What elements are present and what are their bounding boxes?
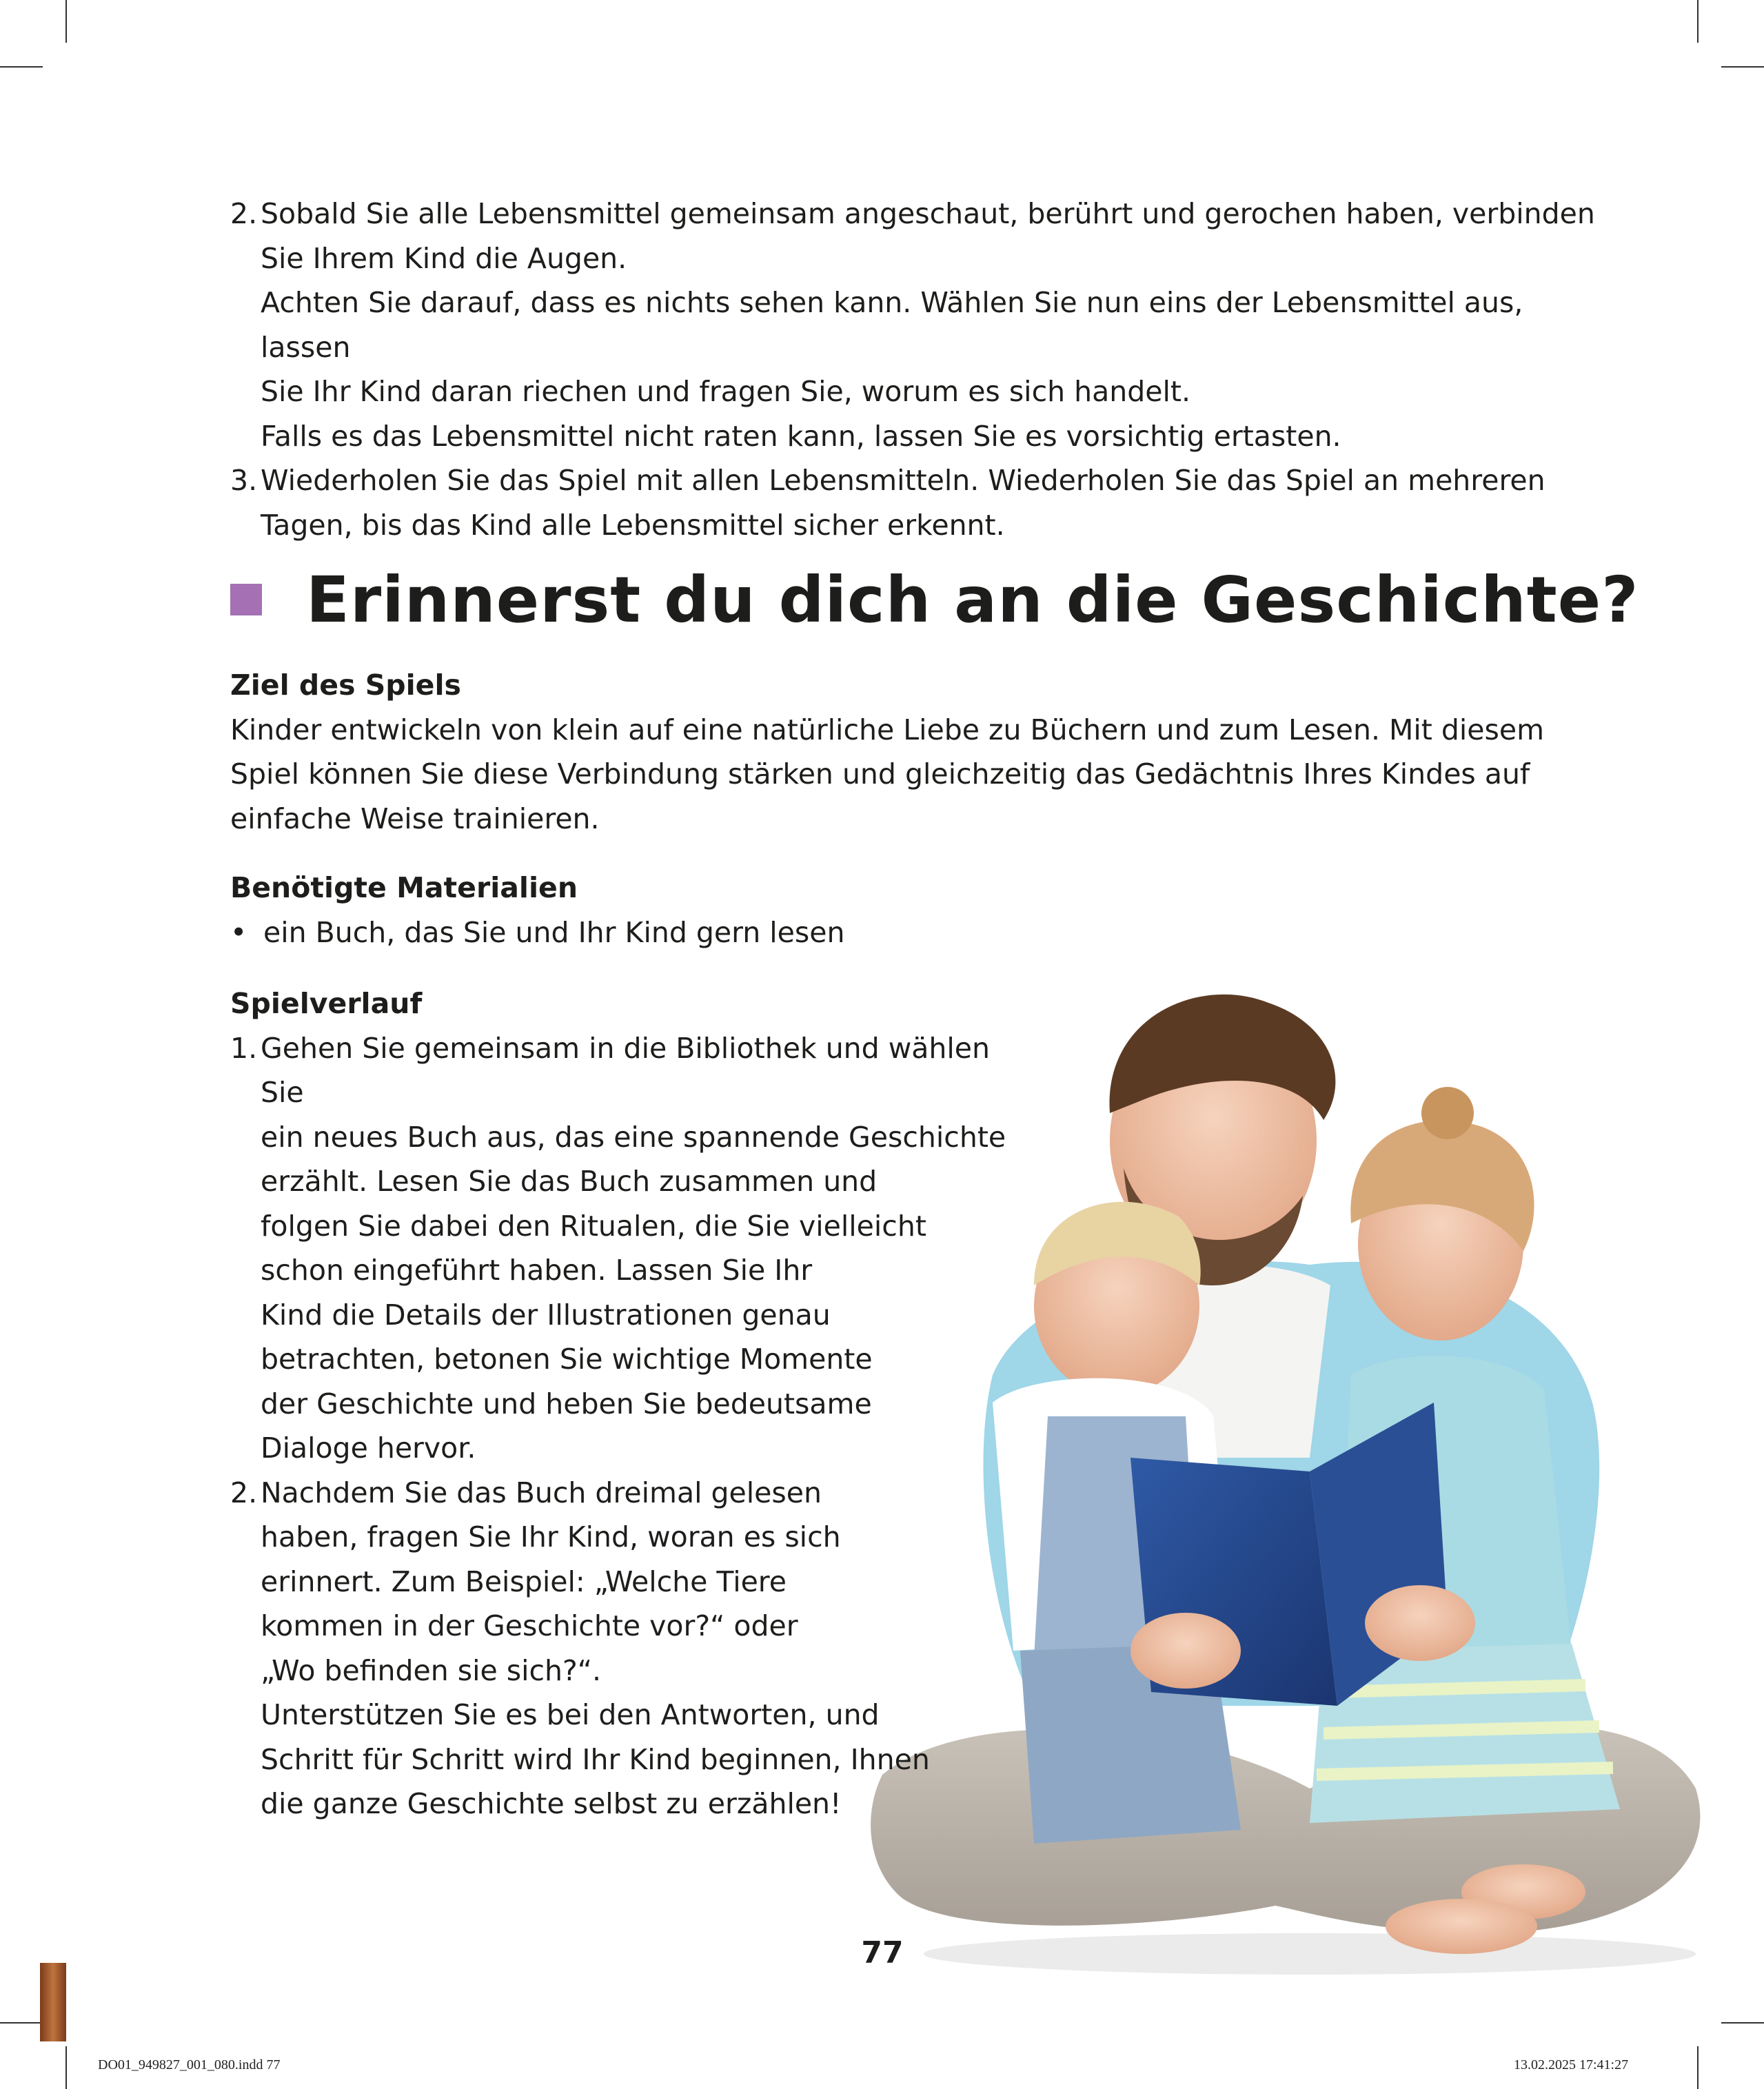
crop-mark [0,2022,43,2024]
section-title: Erinnerst du dich an die Geschichte? [306,562,1639,637]
procedure-step [230,1026,1030,1471]
list-item-text: ein Buch, das Sie und Ihr Kind gern lesen [263,915,845,949]
slug-file: DO01_949827_001_080.indd 77 [98,2057,281,2072]
intro-step [230,192,1609,458]
text-line: Gehen Sie gemeinsam in die Bibliothek und wählen Sie [261,1031,990,1109]
text-line: kommen in der Geschichte vor?“ oder [261,1609,798,1642]
slug-date: 13.02.2025 17:41:27 [1514,2057,1629,2072]
crop-mark [65,0,67,43]
procedure-step [230,1471,1030,1826]
text-line: Schritt für Schritt wird Ihr Kind beginnen, Ihnen [261,1742,930,1776]
materials-block [230,866,1609,955]
text-line: Sobald Sie alle Lebensmittel gemeinsam angeschaut, berührt und gerochen haben, verbinden [261,197,1595,230]
text-line: ein neues Buch aus, das eine spannende Geschichte [261,1120,1006,1154]
step-number: 2. [230,1476,258,1509]
text-line: Sie Ihr Kind daran riechen und fragen Sie, worum es sich handelt. [261,375,1190,408]
text-line: die ganze Geschichte selbst zu erzählen! [261,1787,842,1820]
crop-mark [1697,2046,1699,2089]
text-line: „Wo befinden sie sich?“. [261,1653,602,1687]
text-line: Falls es das Lebensmittel nicht raten kann, lassen Sie es vorsichtig ertasten. [261,419,1341,453]
text-line: Achten Sie darauf, dass es nichts sehen kann. Wählen Sie nun eins der Lebensmittel aus, lassen [261,286,1523,364]
step-number: 2. [230,197,258,230]
text-line: Kind die Details der Illustrationen genau [261,1298,831,1332]
text-line: Kinder entwickeln von klein auf eine natürliche Liebe zu Büchern und zum Lesen. Mit diesem [230,713,1545,746]
color-swatch [40,1963,66,2041]
crop-mark [65,2046,67,2089]
text-line: betrachten, betonen Sie wichtige Momente [261,1343,873,1376]
crop-mark [1697,0,1699,43]
goal-block [230,663,1609,841]
text-line: Tagen, bis das Kind alle Lebensmittel sicher erkennt. [261,508,1005,542]
text-line: der Geschichte und heben Sie bedeutsame [261,1387,872,1420]
text-line: erinnert. Zum Beispiel: „Welche Tiere [261,1565,787,1598]
text-line: Spiel können Sie diese Verbindung stärken und gleichzeitig das Gedächtnis Ihres Kindes auf [230,757,1530,791]
text-line: erzählt. Lesen Sie das Buch zusammen und [261,1165,878,1198]
page-number: 77 [861,1935,904,1970]
intro-steps [230,192,1609,547]
procedure-block [230,981,1030,1826]
intro-step [230,458,1609,547]
text-line: einfache Weise trainieren. [230,802,600,835]
crop-mark [0,66,43,68]
text-line: folgen Sie dabei den Ritualen, die Sie vielleicht [261,1209,926,1243]
step-number: 3. [230,464,258,497]
list-item [230,910,1609,955]
crop-mark [1721,66,1764,68]
bullet-icon: • [230,915,247,949]
goal-heading: Ziel des Spiels [230,669,461,702]
text-line: schon eingeführt haben. Lassen Sie Ihr [261,1254,813,1287]
step-number: 1. [230,1031,258,1065]
text-line: haben, fragen Sie Ihr Kind, woran es sich [261,1520,841,1553]
materials-heading: Benötigte Materialien [230,871,578,904]
heading-square-icon [230,584,262,615]
text-line: Nachdem Sie das Buch dreimal gelesen [261,1476,822,1509]
section-heading-row [230,558,1639,641]
text-line: Sie Ihrem Kind die Augen. [261,241,627,275]
text-line: Dialoge hervor. [261,1431,476,1465]
procedure-heading: Spielverlauf [230,987,423,1020]
text-line: Unterstützen Sie es bei den Antworten, und [261,1698,880,1731]
text-line: Wiederholen Sie das Spiel mit allen Lebensmitteln. Wiederholen Sie das Spiel an mehreren [261,464,1545,497]
crop-mark [1721,2022,1764,2024]
